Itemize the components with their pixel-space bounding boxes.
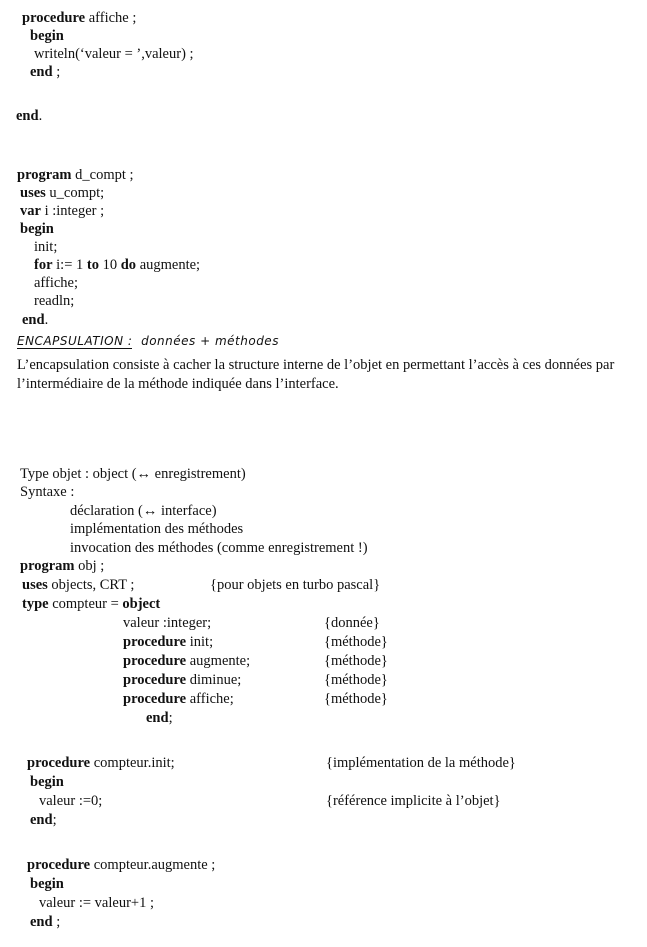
code-line: procedure diminue; xyxy=(123,672,242,688)
intro-line: Type objet : object (↔ enregistrement) xyxy=(20,466,246,482)
code-line: valeur := valeur+1 ; xyxy=(39,895,154,911)
code-line: var i :integer ; xyxy=(20,203,105,219)
intro-line: implémentation des méthodes xyxy=(70,521,244,537)
code-line: uses u_compt; xyxy=(20,185,105,201)
code-line: end. xyxy=(16,108,43,124)
code-line: type compteur = object xyxy=(22,596,161,612)
code-comment: {méthode} xyxy=(324,672,388,688)
code-line: end; xyxy=(146,710,173,726)
code-comment: {référence implicite à l’objet} xyxy=(326,793,501,809)
code-line: for i:= 1 to 10 do augmente; xyxy=(34,257,201,273)
handwritten-annotation xyxy=(17,334,279,348)
code-line: end; xyxy=(30,812,57,828)
code-line: writeln(‘valeur = ’,valeur) ; xyxy=(34,46,194,62)
code-comment: {implémentation de la méthode} xyxy=(326,755,516,771)
code-line: readln; xyxy=(34,293,75,309)
intro-line: déclaration (↔ interface) xyxy=(70,503,217,519)
code-line: begin xyxy=(20,221,54,237)
code-line: end. xyxy=(22,312,49,328)
intro-line: invocation des méthodes (comme enregistrement !) xyxy=(70,540,368,556)
code-comment: {pour objets en turbo pascal} xyxy=(210,577,381,593)
intro-line: Syntaxe : xyxy=(20,484,75,500)
code-line: procedure augmente; xyxy=(123,653,251,669)
code-line: program d_compt ; xyxy=(17,167,134,183)
code-line: init; xyxy=(34,239,58,255)
code-comment: {méthode} xyxy=(324,634,388,650)
encapsulation-paragraph: L’encapsulation consiste à cacher la structure interne de l’objet en permettant l’accès à ces données par l’intermédiaire de la méthode indiquée dans l’interface. xyxy=(17,357,615,392)
code-line: end ; xyxy=(30,914,61,930)
code-line: valeur :integer; xyxy=(123,615,212,631)
code-line: procedure compteur.init; xyxy=(27,755,175,771)
annotation-rest: données + méthodes xyxy=(141,334,279,348)
annotation-title: ENCAPSULATION : xyxy=(17,334,133,348)
code-line: begin xyxy=(30,876,64,892)
code-line: begin xyxy=(30,28,64,44)
code-line: begin xyxy=(30,774,64,790)
code-line: end ; xyxy=(30,64,61,80)
code-comment: {donnée} xyxy=(324,615,380,631)
code-comment: {méthode} xyxy=(324,653,388,669)
code-line: procedure affiche; xyxy=(123,691,234,707)
code-line: affiche; xyxy=(34,275,79,291)
code-comment: {méthode} xyxy=(324,691,388,707)
code-line: procedure compteur.augmente ; xyxy=(27,857,216,873)
code-line: uses objects, CRT ; xyxy=(22,577,135,593)
code-line: program obj ; xyxy=(20,558,105,574)
code-line: procedure init; xyxy=(123,634,214,650)
code-line: procedure affiche ; xyxy=(22,10,137,26)
code-line: valeur :=0; xyxy=(39,793,103,809)
